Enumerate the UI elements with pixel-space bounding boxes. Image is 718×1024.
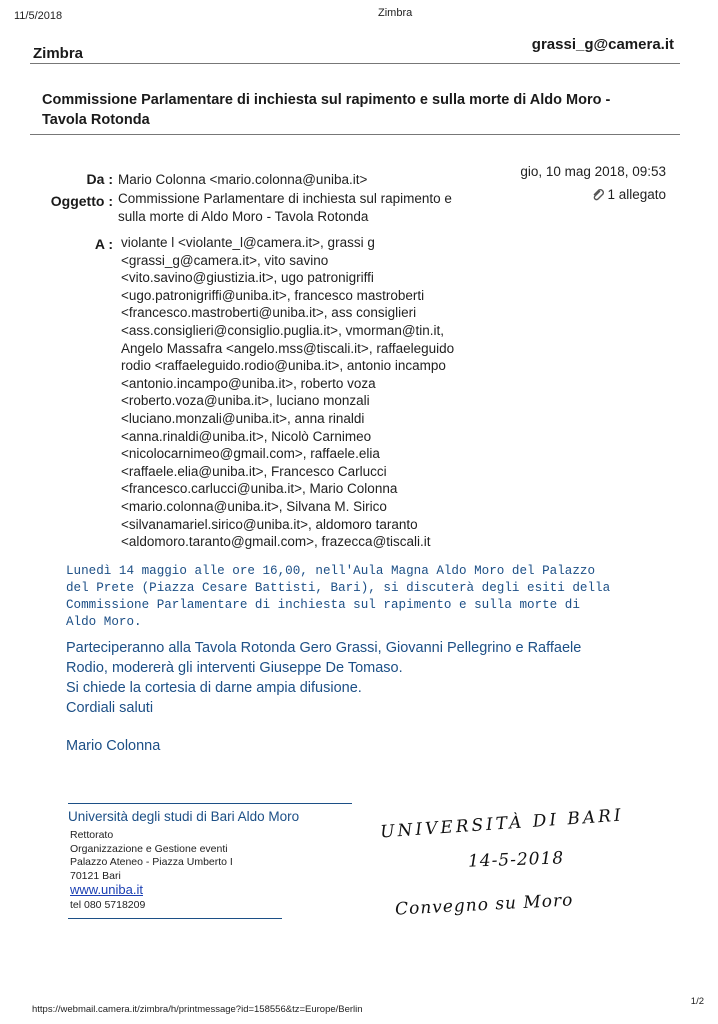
subject-divider — [30, 134, 680, 135]
recipient-line: <ugo.patronigriffi@uniba.it>, francesco mastroberti — [121, 287, 425, 303]
university-detail-line: Palazzo Ateneo - Piazza Umberto I — [70, 856, 233, 868]
recipient-line: <francesco.carlucci@uniba.it>, Mario Colonna — [121, 481, 398, 497]
recipient-line: <anna.rinaldi@uniba.it>, Nicolò Carnimeo — [121, 428, 372, 444]
subject-heading-line-1: Commissione Parlamentare di inchiesta sul rapimento e sulla morte di Aldo Moro - — [42, 92, 611, 108]
university-detail-line: Rettorato — [70, 829, 114, 841]
signature-top-rule — [68, 803, 352, 804]
subject-line-2: sulla morte di Aldo Moro - Tavola Rotonda — [118, 208, 369, 224]
handwritten-line-1: UNIVERSITÀ DI BARI — [379, 805, 625, 843]
body-line: Rodio, modererà gli interventi Giuseppe De Tomaso. — [66, 660, 403, 676]
university-detail-line: 70121 Bari — [70, 869, 121, 882]
recipient-line: <nicolocarnimeo@gmail.com>, raffaele.elia — [121, 446, 380, 462]
subject-heading-line-2: Tavola Rotonda — [42, 112, 150, 128]
signature-name: Mario Colonna — [66, 738, 161, 754]
app-title: Zimbra — [33, 45, 84, 62]
university-details — [70, 829, 233, 883]
footer-url: https://webmail.camera.it/zimbra/h/printmessage?id=158556&tz=Europe/Berlin — [32, 1004, 363, 1015]
body-text — [66, 638, 581, 718]
recipient-line: <ass.consiglieri@consiglio.puglia.it>, vmorman@tin.it, — [121, 322, 445, 338]
subject-line-1: Commissione Parlamentare di inchiesta sul rapimento e — [118, 191, 452, 206]
subject-heading — [42, 90, 682, 130]
handwritten-line-3: Convegno su Moro — [394, 890, 574, 920]
from-value: Mario Colonna <mario.colonna@uniba.it> — [118, 172, 368, 187]
signature-bottom-rule — [68, 918, 282, 919]
subject-value — [118, 190, 452, 225]
account-email: grassi_g@camera.it — [531, 36, 674, 53]
attachment-count: 1 allegato — [607, 187, 666, 202]
recipient-line: <roberto.voza@uniba.it>, luciano monzali — [121, 393, 370, 409]
recipient-line: rodio <raffaeleguido.rodio@uniba.it>, antonio incampo — [121, 358, 446, 374]
recipient-line: <grassi_g@camera.it>, vito savino — [121, 252, 329, 268]
to-label: A : — [94, 236, 113, 252]
handwritten-line-2: 14-5-2018 — [467, 848, 565, 872]
body-line: Parteciperanno alla Tavola Rotonda Gero Grassi, Giovanni Pellegrino e Raffaele — [66, 640, 582, 656]
body-mono-line: Commissione Parlamentare di inchiesta sul rapimento e sulla morte di — [66, 598, 580, 612]
recipient-line: Angelo Massafra <angelo.mss@tiscali.it>, raffaeleguido — [121, 340, 455, 356]
print-date: 11/5/2018 — [14, 10, 63, 22]
recipient-line: <raffaele.elia@uniba.it>, Francesco Carlucci — [121, 463, 387, 479]
attachment-indicator[interactable] — [591, 186, 666, 204]
recipient-line: violante l <violante_l@camera.it>, grassi g — [121, 235, 375, 250]
recipient-line: <antonio.incampo@uniba.it>, roberto voza — [121, 375, 376, 391]
header-divider — [30, 63, 680, 64]
from-label: Da : — [86, 171, 113, 187]
recipient-line: <mario.colonna@uniba.it>, Silvana M. Sirico — [121, 498, 387, 514]
body-mono-line: del Prete (Piazza Cesare Battisti, Bari), si discuterà degli esiti della — [66, 581, 611, 595]
message-date: gio, 10 mag 2018, 09:53 — [520, 164, 666, 179]
body-mono-line: Lunedì 14 maggio alle ore 16,00, nell'Aula Magna Aldo Moro del Palazzo — [66, 564, 596, 578]
body-line: Si chiede la cortesia di darne ampia difusione. — [66, 680, 362, 696]
recipient-line: <luciano.monzali@uniba.it>, anna rinaldi — [121, 410, 365, 426]
university-name: Università degli studi di Bari Aldo Moro — [68, 809, 300, 824]
footer-page-number: 1/2 — [690, 996, 704, 1007]
recipient-line: <aldomoro.taranto@gmail.com>, frazecca@tiscali.it — [121, 534, 431, 550]
university-website-link[interactable]: www.uniba.it — [70, 882, 143, 897]
recipient-line: <silvanamariel.sirico@uniba.it>, aldomoro taranto — [121, 516, 418, 532]
body-announcement — [66, 563, 610, 631]
recipient-line: <francesco.mastroberti@uniba.it>, ass consiglieri — [121, 305, 417, 321]
recipient-line: <vito.savino@giustizia.it>, ugo patronigriffi — [121, 270, 374, 286]
recipients-list — [121, 234, 454, 551]
subject-label: Oggetto : — [50, 193, 113, 209]
body-mono-line: Aldo Moro. — [66, 615, 142, 629]
university-detail-line: Organizzazione e Gestione eventi — [70, 842, 228, 855]
university-phone: tel 080 5718209 — [70, 899, 146, 911]
paperclip-icon — [591, 188, 605, 202]
print-app-name: Zimbra — [378, 7, 413, 19]
body-line: Cordiali saluti — [66, 700, 154, 716]
